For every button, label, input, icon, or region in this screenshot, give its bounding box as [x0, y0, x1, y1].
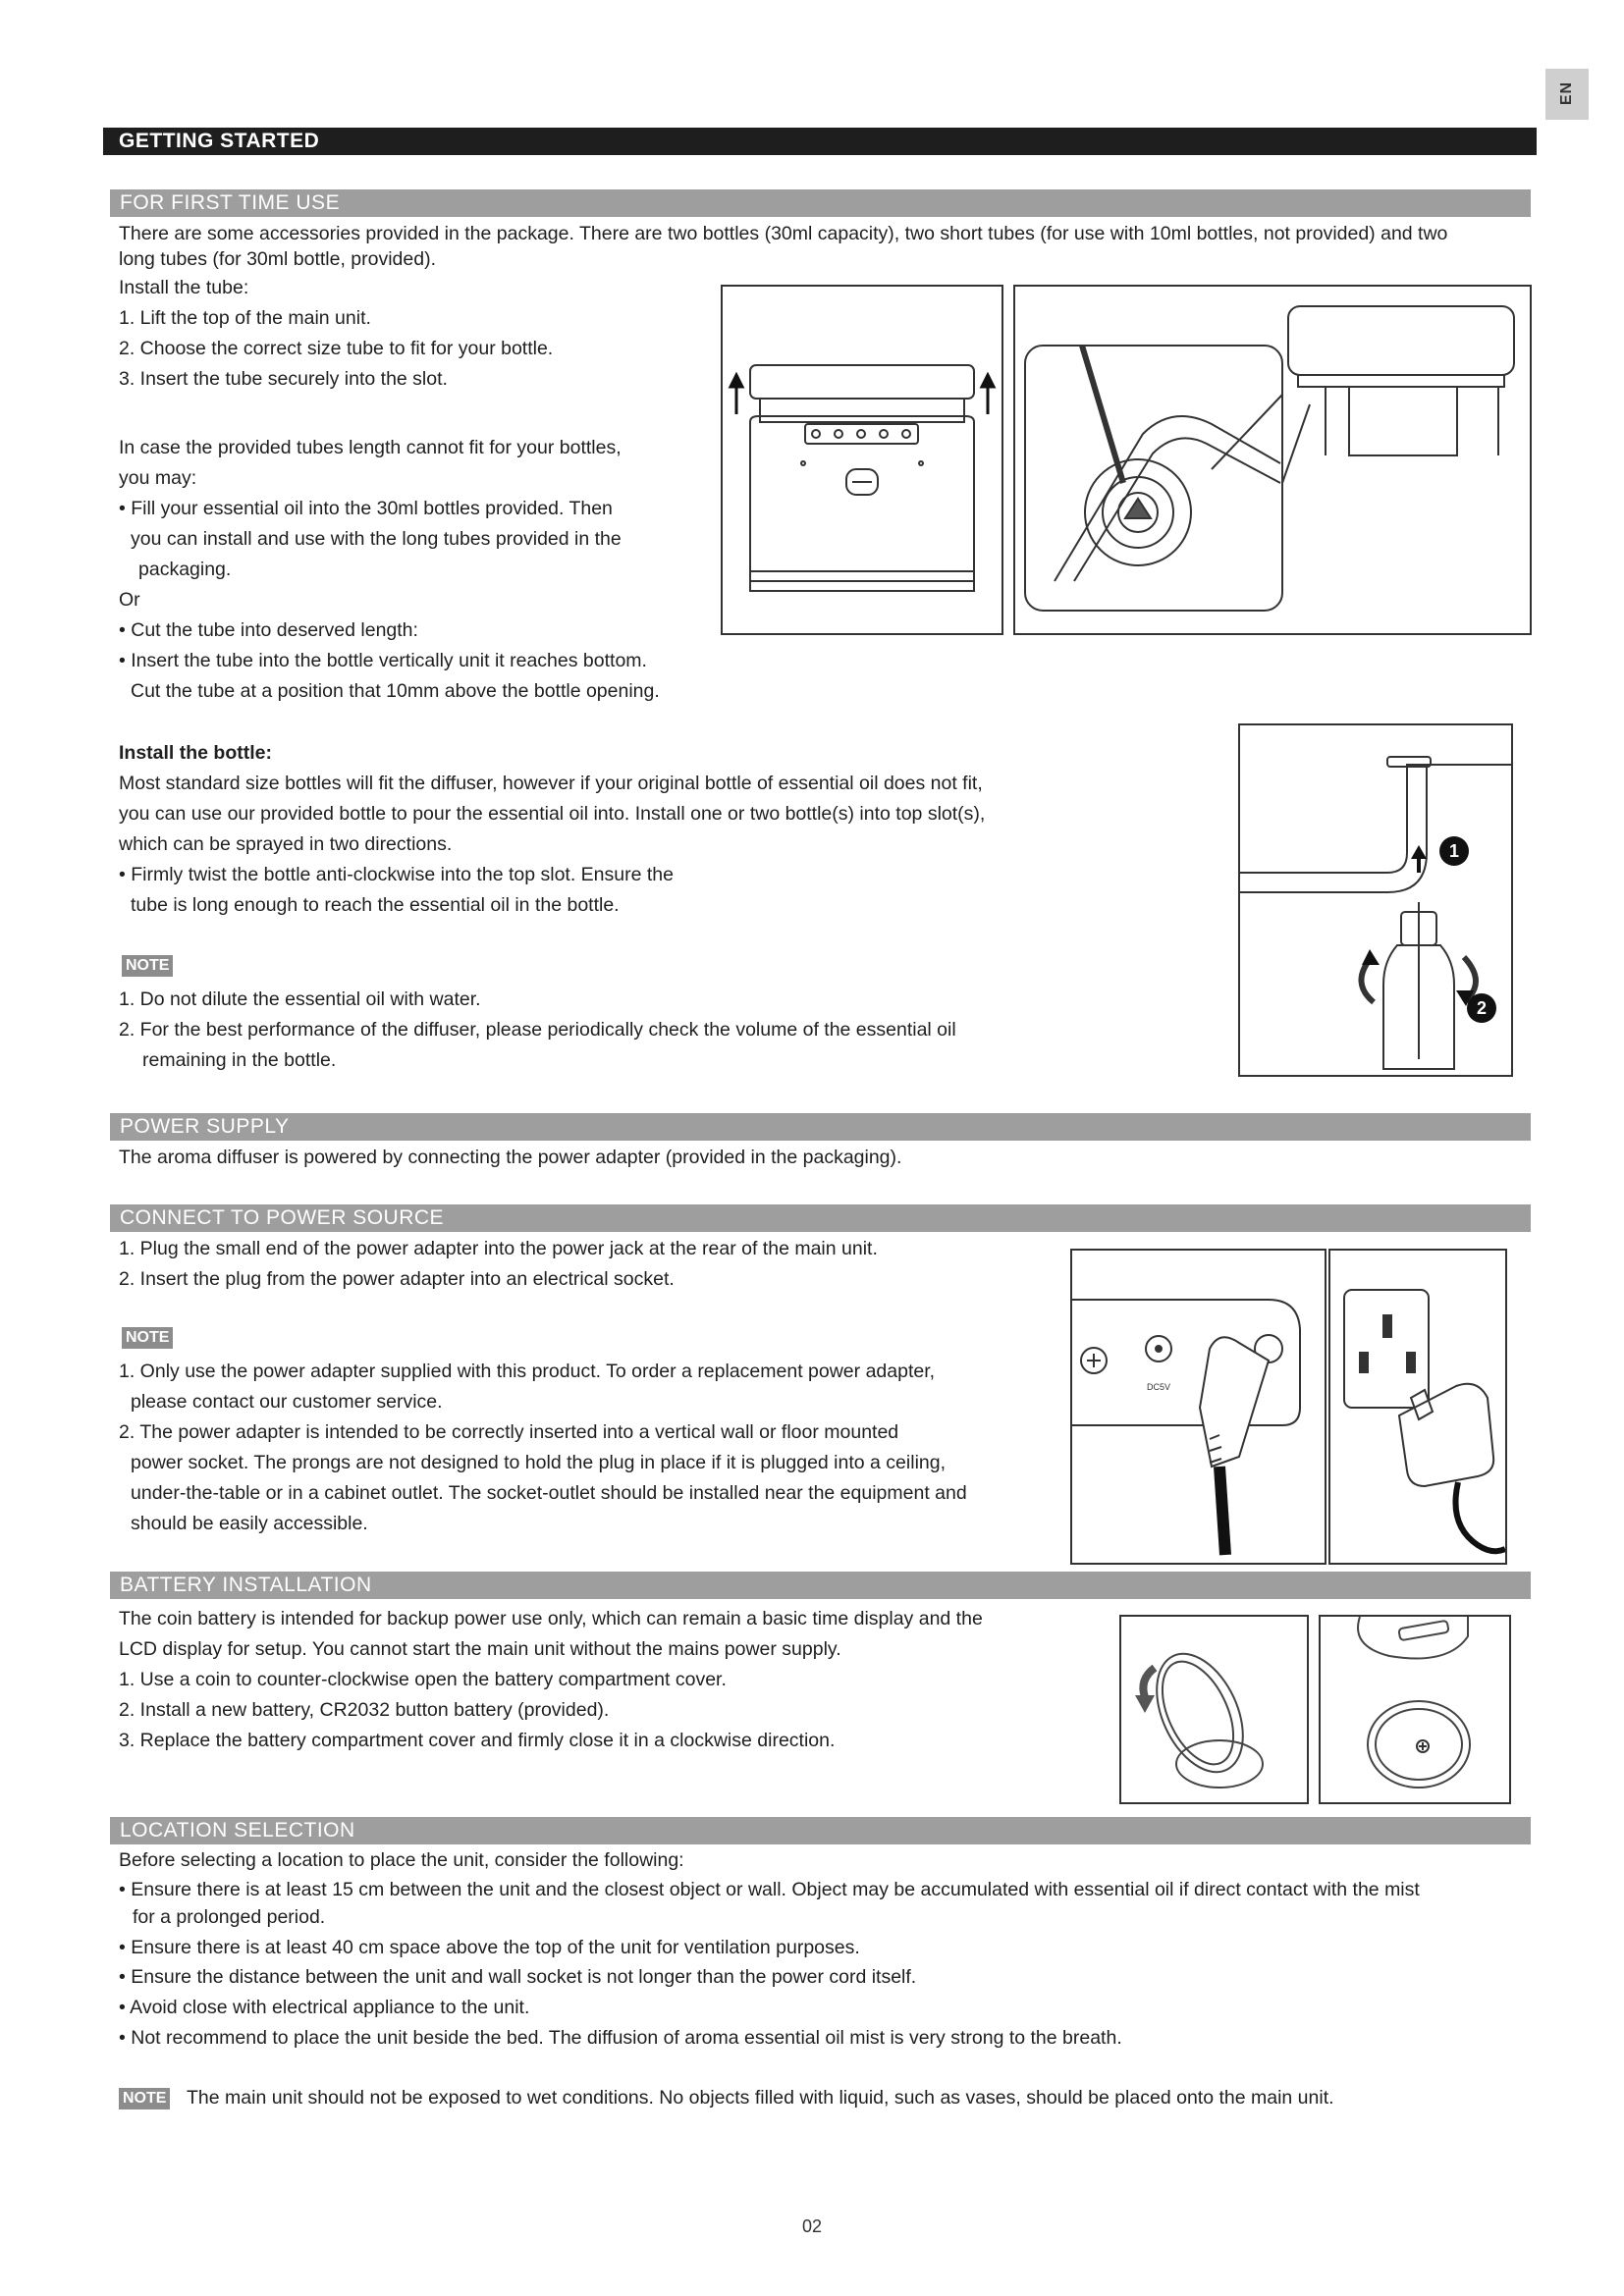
or-label: Or [119, 589, 140, 611]
install-tube-label: Install the tube: [119, 277, 249, 298]
install-bottle-heading: Install the bottle: [119, 742, 272, 764]
bullet1-line-2: you can install and use with the long tubes provided in the [131, 528, 622, 550]
section-heading-first-time-use: FOR FIRST TIME USE [110, 189, 1531, 217]
intro-line-2: long tubes (for 30ml bottle, provided). [119, 248, 437, 270]
battery-line-1: The coin battery is intended for backup power use only, which can remain a basic time display and the [119, 1608, 983, 1629]
page-number: 02 [801, 2216, 823, 2236]
figure-bottle-install [1238, 723, 1513, 1077]
power-supply-text: The aroma diffuser is powered by connecting the power adapter (provided in the packaging). [119, 1147, 902, 1168]
battery-line-2: LCD display for setup. You cannot start the main unit without the mains power supply. [119, 1638, 841, 1660]
section-heading-battery: BATTERY INSTALLATION [110, 1572, 1531, 1599]
tube-detail-illustration [1015, 287, 1530, 633]
connect-note-1-line-2: please contact our customer service. [131, 1391, 443, 1413]
language-tab [1545, 69, 1589, 120]
main-heading: GETTING STARTED [103, 128, 1537, 155]
location-bullet-5: • Not recommend to place the unit beside the bed. The diffusion of aroma essential oil mist is very strong to the breath. [119, 2027, 1122, 2049]
connect-note-2-line-3: under-the-table or in a cabinet outlet. The socket-outlet should be installed near the equipment and [131, 1482, 967, 1504]
location-bullet-4: • Avoid close with electrical appliance to the unit. [119, 1997, 530, 2018]
battery-closed-illustration [1321, 1617, 1509, 1802]
wall-socket-illustration [1330, 1251, 1505, 1563]
bullet2: • Cut the tube into deserved length: [119, 619, 418, 641]
jack-label: DC5V [1146, 1382, 1171, 1392]
install-bottle-line-1: Most standard size bottles will fit the diffuser, however if your original bottle of essential oil does not fit, [119, 773, 983, 794]
location-bullet-1-line-1: • Ensure there is at least 15 cm between the unit and the closest object or wall. Object may be accumulated with essential oil if direct contact with the mist [119, 1879, 1420, 1900]
note-label-connect: NOTE [122, 1327, 173, 1349]
bottle-note-1: 1. Do not dilute the essential oil with water. [119, 988, 481, 1010]
location-note-text: The main unit should not be exposed to wet conditions. No objects filled with liquid, such as vases, should be placed onto the main unit. [187, 2087, 1334, 2109]
install-bottle-line-2: you can use our provided bottle to pour the essential oil into. Install one or two bottle(s) into top slot(s), [119, 803, 986, 825]
section-heading-connect-power: CONNECT TO POWER SOURCE [110, 1204, 1531, 1232]
battery-step-1: 1. Use a coin to counter-clockwise open the battery compartment cover. [119, 1669, 727, 1690]
callout-2: 2 [1476, 998, 1488, 1018]
bullet1-line-1: • Fill your essential oil into the 30ml bottles provided. Then [119, 498, 613, 519]
bottle-note-2-line-1: 2. For the best performance of the diffuser, please periodically check the volume of the essential oil [119, 1019, 956, 1041]
connect-step-2: 2. Insert the plug from the power adapter into an electrical socket. [119, 1268, 675, 1290]
bottle-note-2-line-2: remaining in the bottle. [142, 1049, 337, 1071]
location-bullet-3: • Ensure the distance between the unit and wall socket is not longer than the power cord itself. [119, 1966, 917, 1988]
battery-open-illustration [1121, 1617, 1307, 1802]
location-bullet-1-line-2: for a prolonged period. [133, 1906, 326, 1928]
callout-1: 1 [1448, 841, 1460, 861]
note-label-location: NOTE [119, 2088, 170, 2109]
language-tab-label: EN [1558, 80, 1576, 106]
section-heading-power-supply: POWER SUPPLY [110, 1113, 1531, 1141]
bullet3-line-1: • Insert the tube into the bottle vertically unit it reaches bottom. [119, 650, 647, 671]
figure-battery-open [1119, 1615, 1309, 1804]
bullet3-line-2: Cut the tube at a position that 10mm above the bottle opening. [131, 680, 660, 702]
install-bottle-line-5: tube is long enough to reach the essential oil in the bottle. [131, 894, 620, 916]
intro-line-1: There are some accessories provided in the package. There are two bottles (30ml capacity), two short tubes (for use with 10ml bottles, not provided) and two [119, 223, 1448, 244]
connect-step-1: 1. Plug the small end of the power adapter into the power jack at the rear of the main unit. [119, 1238, 878, 1259]
section-heading-location: LOCATION SELECTION [110, 1817, 1531, 1844]
connect-note-2-line-2: power socket. The prongs are not designed to hold the plug in place if it is plugged into a ceiling, [131, 1452, 947, 1473]
bullet1-line-3: packaging. [138, 559, 232, 580]
battery-step-2: 2. Install a new battery, CR2032 button battery (provided). [119, 1699, 610, 1721]
figure-battery-closed [1319, 1615, 1511, 1804]
battery-step-3: 3. Replace the battery compartment cover and firmly close it in a clockwise direction. [119, 1730, 836, 1751]
main-unit-front-illustration [723, 287, 1001, 633]
install-bottle-line-4: • Firmly twist the bottle anti-clockwise into the top slot. Ensure the [119, 864, 674, 885]
figure-main-unit-front [721, 285, 1003, 635]
location-bullet-2: • Ensure there is at least 40 cm space above the top of the unit for ventilation purposes. [119, 1937, 860, 1958]
note-label-bottle: NOTE [122, 955, 173, 977]
power-jack-illustration [1072, 1251, 1325, 1563]
connect-note-1-line-1: 1. Only use the power adapter supplied with this product. To order a replacement power adapter, [119, 1361, 936, 1382]
tube-step-2: 2. Choose the correct size tube to fit for your bottle. [119, 338, 554, 359]
install-bottle-line-3: which can be sprayed in two directions. [119, 833, 453, 855]
case-line-2: you may: [119, 467, 197, 489]
connect-note-2-line-4: should be easily accessible. [131, 1513, 368, 1534]
tube-step-3: 3. Insert the tube securely into the slot. [119, 368, 448, 390]
tube-step-1: 1. Lift the top of the main unit. [119, 307, 371, 329]
figure-wall-socket [1328, 1249, 1507, 1565]
location-intro: Before selecting a location to place the unit, consider the following: [119, 1849, 684, 1871]
figure-power-jack [1070, 1249, 1326, 1565]
case-line-1: In case the provided tubes length cannot fit for your bottles, [119, 437, 622, 458]
figure-tube-detail [1013, 285, 1532, 635]
bottle-install-illustration [1240, 725, 1511, 1075]
connect-note-2-line-1: 2. The power adapter is intended to be correctly inserted into a vertical wall or floor mounted [119, 1421, 899, 1443]
